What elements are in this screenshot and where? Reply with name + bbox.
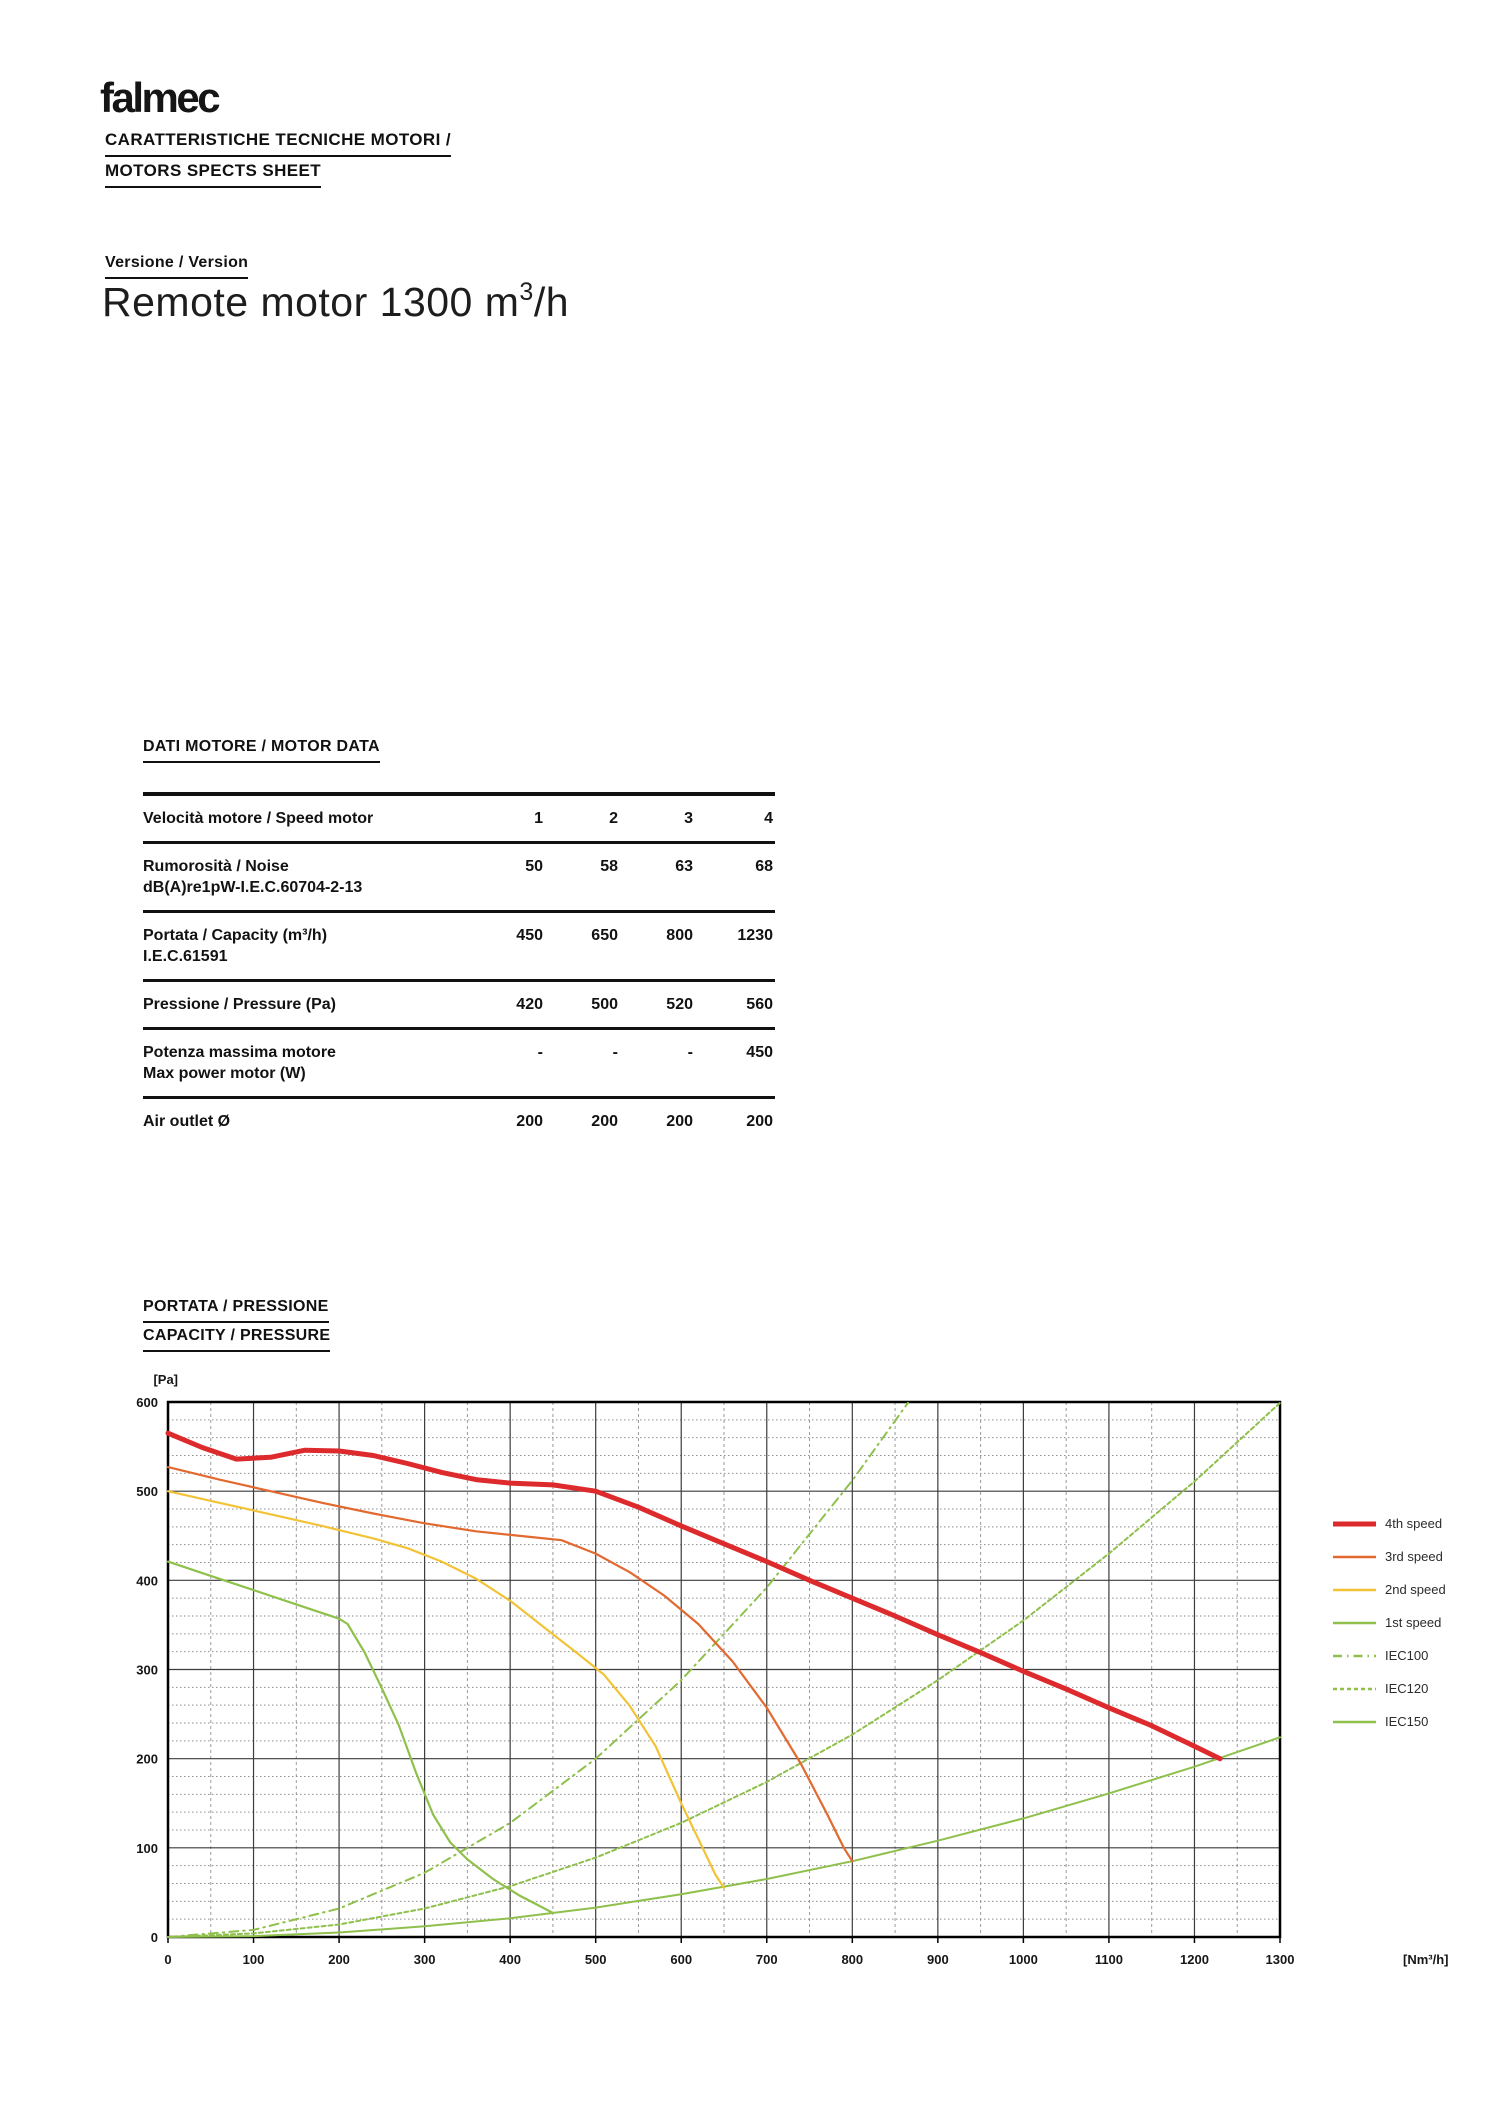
header-speed-2: 2: [609, 810, 618, 827]
x-tick-label: 600: [670, 1952, 693, 1967]
legend-label: 4th speed: [1385, 1516, 1443, 1531]
legend-entry: [1332, 1639, 1446, 1672]
row-value: -: [537, 1044, 543, 1061]
y-tick-label: 100: [136, 1840, 158, 1856]
legend-entry: [1332, 1705, 1446, 1738]
row-value: 200: [746, 1113, 773, 1130]
y-tick-label: 400: [136, 1573, 158, 1589]
legend-swatch-line: [1332, 1519, 1377, 1529]
legend-entry: [1332, 1672, 1446, 1705]
legend-swatch-line: [1332, 1717, 1377, 1727]
legend-label: 1st speed: [1385, 1615, 1442, 1630]
y-axis-unit-label: [Pa]: [153, 1372, 178, 1387]
header-speed-1: 1: [534, 810, 543, 827]
legend-label: IEC100: [1385, 1648, 1429, 1663]
row-value: 800: [666, 927, 693, 944]
table-row: [143, 843, 775, 912]
y-tick-label: 300: [136, 1662, 158, 1678]
legend-swatch-line: [1332, 1585, 1377, 1595]
legend-swatch-line: [1332, 1651, 1377, 1661]
doc-heading-line2: MOTORS SPECTS SHEET: [105, 157, 321, 188]
row-value: 500: [591, 996, 618, 1013]
row-label: Pressione / Pressure (Pa): [143, 996, 336, 1013]
series-2nd-speed: [168, 1491, 724, 1888]
legend-entry: [1332, 1540, 1446, 1573]
table-row: [143, 981, 775, 1029]
legend-entry: [1332, 1606, 1446, 1639]
row-value: 1230: [737, 927, 773, 944]
y-tick-label: 200: [136, 1751, 158, 1767]
row-value: 63: [675, 858, 693, 875]
y-tick-label: 500: [136, 1484, 158, 1500]
falmec-logo: falmec: [100, 74, 219, 121]
header-label: Velocità motore / Speed motor: [143, 810, 374, 827]
legend-label: IEC150: [1385, 1714, 1429, 1729]
table-row: [143, 912, 775, 981]
row-value: 50: [525, 858, 543, 875]
series-1st-speed: [168, 1562, 553, 1913]
x-tick-label: 400: [499, 1952, 522, 1967]
chart-canvas: [118, 1352, 1500, 1992]
row-value: 200: [666, 1113, 693, 1130]
x-tick-label: 100: [242, 1952, 265, 1967]
row-value: 450: [516, 927, 543, 944]
legend-swatch-line: [1332, 1552, 1377, 1562]
x-tick-label: 800: [841, 1952, 864, 1967]
row-label: Portata / Capacity (m³/h) I.E.C.61591: [143, 927, 328, 965]
legend-swatch-line: [1332, 1618, 1377, 1628]
legend-swatch-line: [1332, 1684, 1377, 1694]
row-value: 650: [591, 927, 618, 944]
motor-data-table: [143, 792, 775, 1144]
row-label: Potenza massima motore Max power motor (W): [143, 1044, 336, 1082]
header-speed-3: 3: [684, 810, 693, 827]
legend-label: 3rd speed: [1385, 1549, 1443, 1564]
row-value: 420: [516, 996, 543, 1013]
row-value: -: [687, 1044, 693, 1061]
row-value: 58: [600, 858, 618, 875]
capacity-pressure-chart: [118, 1352, 1500, 1992]
title-superscript: 3: [519, 278, 534, 306]
x-tick-label: 500: [584, 1952, 607, 1967]
row-value: 450: [746, 1044, 773, 1061]
row-value: 200: [591, 1113, 618, 1130]
doc-heading: [105, 126, 451, 188]
x-tick-label: 0: [164, 1952, 172, 1967]
chart-legend: [1332, 1507, 1446, 1738]
x-tick-label: 1200: [1180, 1952, 1209, 1967]
x-tick-label: 300: [413, 1952, 436, 1967]
x-axis-unit-label: [Nm³/h]: [1403, 1952, 1449, 1967]
row-label: Air outlet Ø: [143, 1113, 231, 1130]
row-value: -: [612, 1044, 618, 1061]
table-header-row: [143, 794, 775, 843]
x-tick-label: 900: [926, 1952, 949, 1967]
y-tick-label: 600: [136, 1395, 158, 1410]
x-tick-label: 200: [328, 1952, 350, 1967]
x-tick-label: 1000: [1008, 1952, 1038, 1967]
doc-heading-line1: CARATTERISTICHE TECNICHE MOTORI /: [105, 126, 451, 157]
series-4th-speed: [168, 1433, 1220, 1759]
chart-section-title: [143, 1294, 330, 1352]
chart-title-line1: PORTATA / PRESSIONE: [143, 1294, 329, 1323]
legend-label: IEC120: [1385, 1681, 1429, 1696]
chart-title-line2: CAPACITY / PRESSURE: [143, 1323, 330, 1352]
motor-data-section-title: DATI MOTORE / MOTOR DATA: [143, 734, 380, 763]
x-tick-label: 1300: [1265, 1952, 1295, 1967]
row-value: 560: [746, 996, 773, 1013]
x-tick-label: 1100: [1094, 1952, 1124, 1967]
legend-label: 2nd speed: [1385, 1582, 1446, 1597]
version-label: Versione / Version: [105, 250, 248, 279]
row-value: 200: [516, 1113, 543, 1130]
y-tick-label: 0: [150, 1930, 158, 1945]
table-row: [143, 1029, 775, 1098]
legend-entry: [1332, 1573, 1446, 1606]
table-row: [143, 1098, 775, 1145]
header-speed-4: 4: [764, 810, 773, 827]
row-value: 68: [755, 858, 773, 875]
x-tick-label: 700: [755, 1952, 778, 1967]
page-title: Remote motor 1300 $m^3/h$: [102, 278, 570, 325]
row-label: Rumorosità / Noise dB(A)re1pW-I.E.C.60704-2-13: [143, 858, 363, 896]
row-value: 520: [666, 996, 693, 1013]
legend-entry: [1332, 1507, 1446, 1540]
